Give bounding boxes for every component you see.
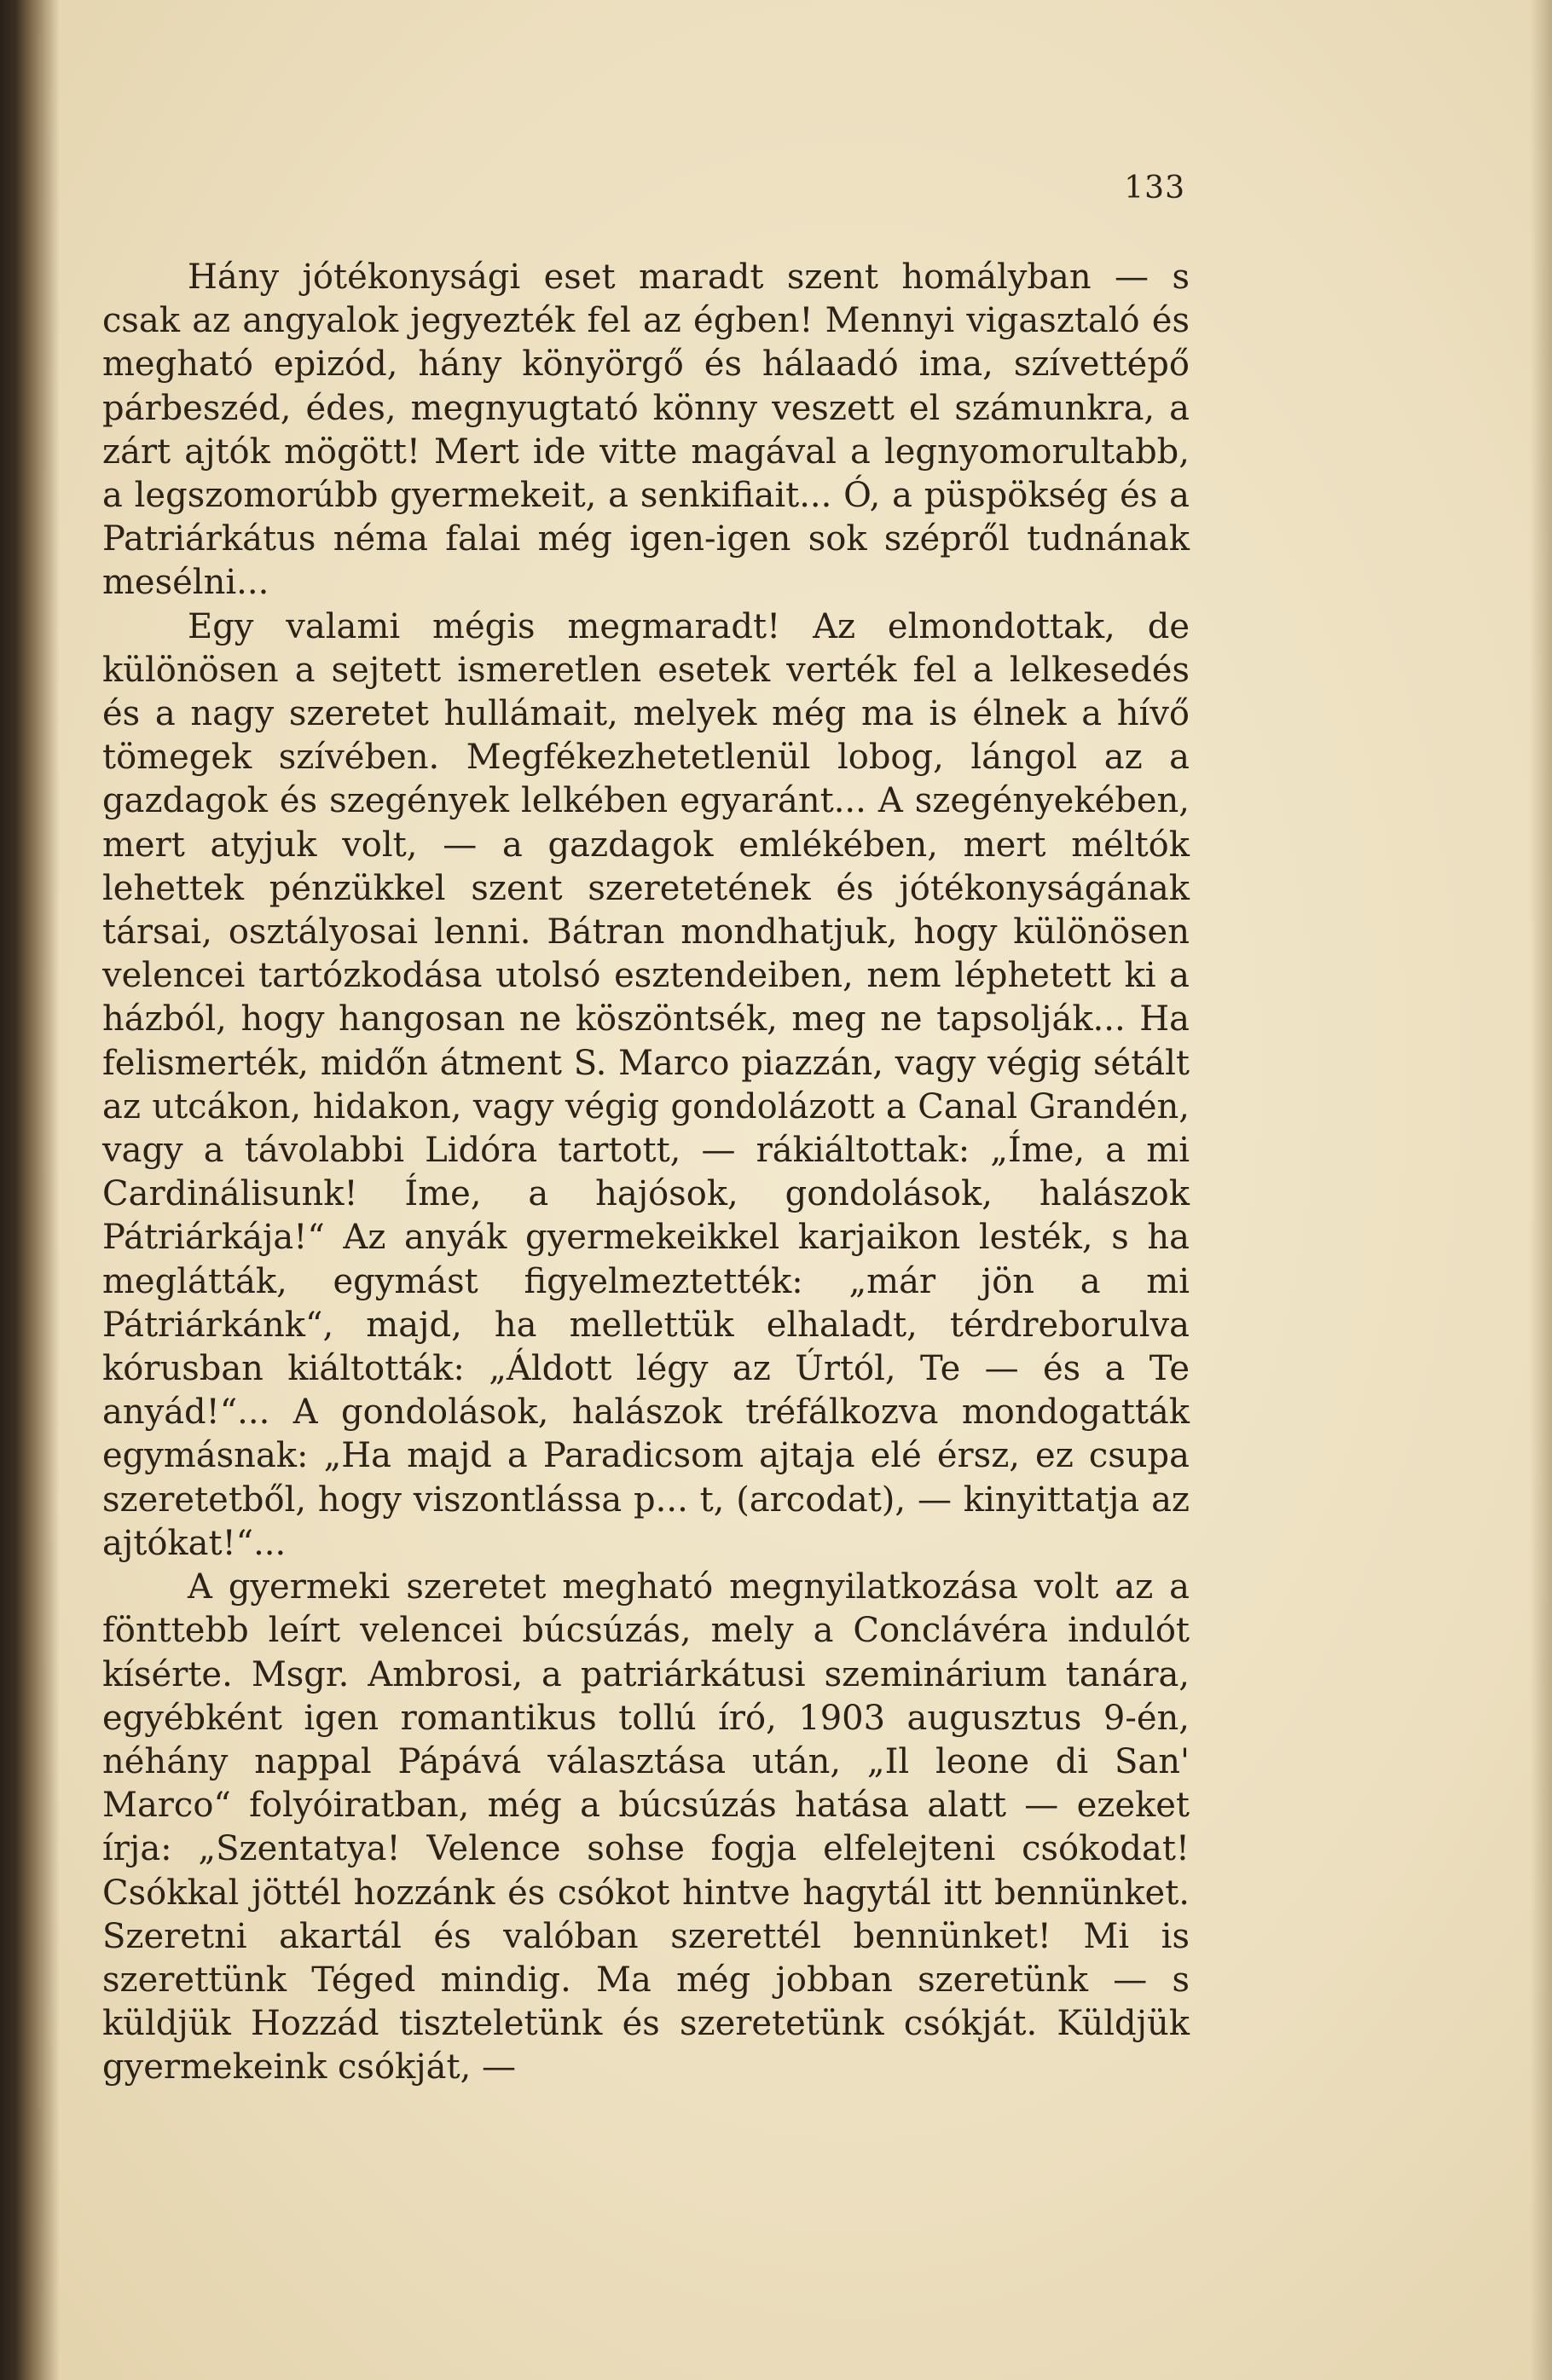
paragraph: A gyermeki szeretet megható megnyilatkozása volt az a fönttebb leírt velencei búcsúzás, mely a Conclávéra indulót kísérte. Msgr. Ambrosi, a patriárkátusi szeminárium tanára, egyébként igen romantikus tollú író, 1903 augusztus 9-én, néhány nappal Pápává választása után, „Il leone di San' Marco“ folyóiratban, még a búcsúzás hatása alatt — ezeket írja: „Szentatya! Velence sohse fogja elfelejteni csókodat! Csókkal jöttél hozzánk és csókot hintve hagytál itt bennünket. Szeretni akartál és valóban szerettél bennünket! Mi is szerettünk Téged mindig. Ma még jobban szeretünk — s küldjük Hozzád tiszteletünk és szeretetünk csókját. Küldjük gyermekeink csókját, —	[102, 1567, 1190, 2088]
paragraph: Hány jótékonysági eset maradt szent homályban — s csak az angyalok jegyezték fel az égben! Mennyi vigasztaló és megható epizód, hány könyörgő és hálaadó ima, szívettépő párbeszéd, édes, megnyugtató könny veszett el számunkra, a zárt ajtók mögött! Mert ide vitte magával a legnyomorultabb, a legszomorúbb gyermekeit, a senkifiait... Ó, a püspökség és a Patriárkátus néma falai még igen-igen sok szépről tudnának mesélni...	[102, 258, 1190, 603]
page-edge	[1530, 0, 1552, 2380]
paragraph: Egy valami mégis megmaradt! Az elmondottak, de különösen a sejtett ismeretlen esetek verték fel a lelkesedés és a nagy szeretet hullámait, melyek még ma is élnek a hívő tömegek szívében. Megfékezhetetlenül lobog, lángol az a gazdagok és szegények lelkében egyaránt... A szegényekében, mert atyjuk volt, — a gazdagok emlékében, mert méltók lehettek pénzükkel szent szeretetének és jótékonyságának társai, osztályosai lenni. Bátran mondhatjuk, hogy különösen velencei tartózkodása utolsó esztendeiben, nem léphetett ki a házból, hogy hangosan ne köszöntsék, meg ne tapsolják... Ha felismerték, midőn átment S. Marco piazzán, vagy végig sétált az utcákon, hidakon, vagy végig gondolázott a Canal Grandén, vagy a távolabbi Lidóra tartott, — rákiáltottak: „Íme, a mi Cardinálisunk! Íme, a hajósok, gondolások, halászok Pátriárkája!“ Az anyák gyermekeikkel karjaikon lesték, s ha meglátták, egymást figyelmeztették: „már jön a mi Pátriárkánk“, majd, ha mellettük elhaladt, térdreborulva kórusban kiáltották: „Áldott légy az Úrtól, Te — és a Te anyád!“... A gondolások, halászok tréfálkozva mondogatták egymásnak: „Ha majd a Paradicsom ajtaja elé érsz, ez csupa szeretetből, hogy viszontlássa p... t, (arcodat), — kinyittatja az ajtókat!“...	[102, 606, 1190, 1563]
page-number: 133	[1124, 171, 1185, 206]
body-text	[102, 256, 1190, 2090]
binding-shadow	[0, 0, 60, 2380]
